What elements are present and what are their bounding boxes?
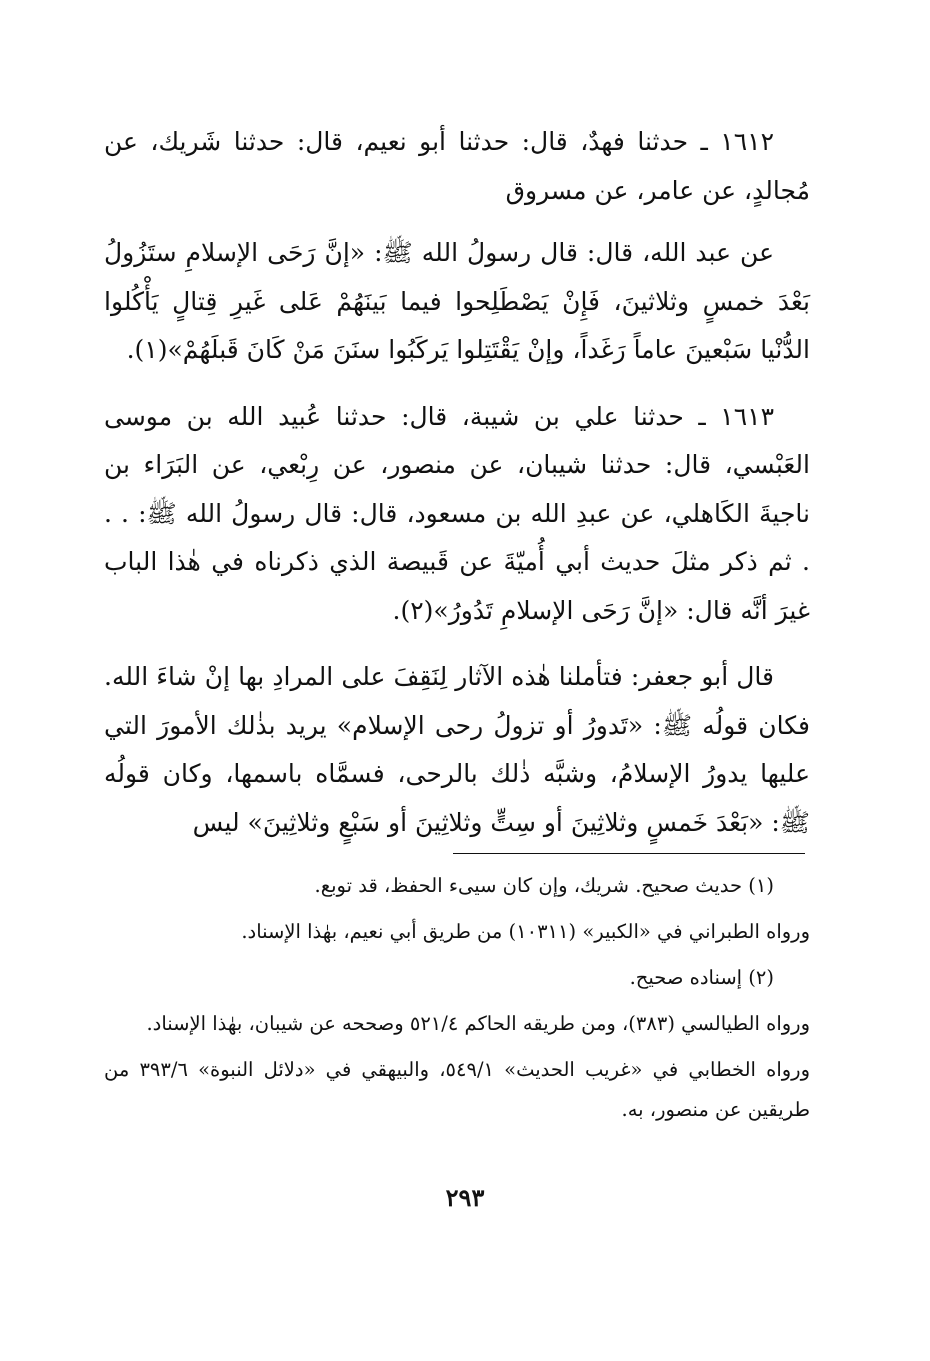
main-text	[104, 118, 810, 847]
footnote-2-source-b: ورواه الخطابي في «غريب الحديث» ٥٤٩/١، والبيهقي في «دلائل النبوة» ٣٩٣/٦ من طريقين عن منصور، به.	[104, 1058, 810, 1121]
hadith-1613: ١٦١٣ ـ حدثنا علي بن شيبة، قال: حدثنا عُبيد الله بن موسى العَبْسي، قال: حدثنا شيبان، عن منصور، عن رِبْعي، عن البَرَاء بن ناجيةَ الكَاهلي، عن عبدِ الله بن مسعود، قال: قال رسولُ الله ﷺ: . . . ثم ذكر مثلَ حديث أبي أُميّةَ عن قَبيصة الذي ذكرناه في هٰذا الباب غيرَ أنَّه قال: «إنَّ رَحَى الإسلامِ تَدُورُ»(٢).	[104, 401, 811, 625]
commentary-abu-jafar: قال أبو جعفر: فتأملنا هٰذه الآثار لِنَقِفَ على المرادِ بها إنْ شاءَ الله. فكان قولُه ﷺ: «تَدورُ أو تزولُ رحى الإسلام» يريد بذٰلك الأمورَ التي عليها يدورُ الإسلامُ، وشبَّه ذٰلك بالرحى، فسمَّاه باسمها، وكان قولُه ﷺ: «بَعْدَ خَمسٍ وثلاثِينَ أو سِتٍّ وثلاثِينَ أو سَبْعٍ وثلاثِينَ» ليس	[104, 662, 810, 837]
hadith-1612-isnad: ١٦١٢ ـ حدثنا فهدٌ، قال: حدثنا أبو نعيم، قال: حدثنا شَريك، عن مُجالدٍ، عن عامر، عن مسروق	[104, 127, 810, 205]
footnote-2-source-a: ورواه الطيالسي (٣٨٣)، ومن طريقه الحاكم ٥٢١/٤ وصححه عن شيبان، بهٰذا الإسناد.	[146, 1012, 810, 1035]
footnote-1-source: ورواه الطبراني في «الكبير» (١٠٣١١) من طريق أبي نعيم، بهٰذا الإسناد.	[241, 920, 810, 943]
hadith-1612-matn: عن عبد الله، قال: قال رسولُ الله ﷺ: «إنَّ رَحَى الإسلامِ ستَزُولُ بَعْدَ خمسٍ وثلاثينَ، فَإِنْ يَصْطَلِحوا فيما بَينَهُمْ عَلى غَيرِ قِتالٍ يَأْكُلوا الدُّنْيا سَبْعينَ عاماً رَغَداً، وإنْ يَقْتَتِلوا يَركَبُوا سنَنَ مَنْ كَانَ قَبلَهُمْ»(١).	[104, 238, 810, 364]
footnotes	[104, 866, 810, 1130]
footnote-divider	[453, 853, 805, 854]
footnote-2: (٢) إسناده صحيح.	[629, 966, 774, 989]
page-number: ٢٩٣	[445, 1183, 485, 1212]
footnote-1: (١) حديث صحيح. شريك، وإن كان سيىء الحفظ، قد توبع.	[314, 874, 774, 897]
